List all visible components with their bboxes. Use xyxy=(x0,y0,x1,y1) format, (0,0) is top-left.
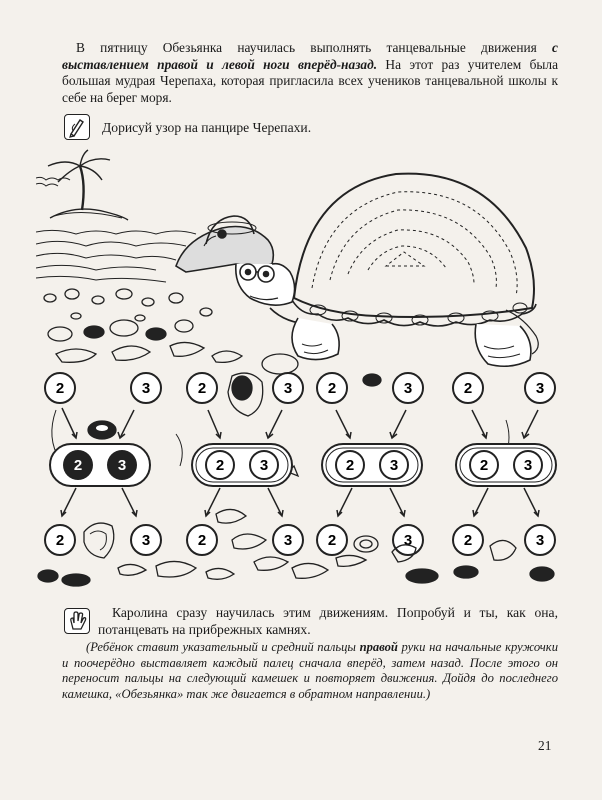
turtle-shell xyxy=(292,174,536,326)
stone-digit: 3 xyxy=(523,457,533,474)
intro-paragraph xyxy=(62,40,558,106)
stone-digit: 2 xyxy=(327,380,337,397)
stone-digit: 3 xyxy=(535,380,545,397)
stone-digit: 2 xyxy=(479,457,489,474)
intro-emphasis: с выставлением правой и левой ноги вперёд-назад. xyxy=(62,40,558,72)
task1-instruction: Дорисуй узор на панцире Черепахи. xyxy=(102,120,312,135)
task2-instruction: Каролина сразу научилась этим движениям. Попробуй и ты, как она, потанцевать на прибрежных камнях. xyxy=(98,605,558,637)
stone-digit: 3 xyxy=(535,532,545,549)
turtle-scene xyxy=(36,148,566,598)
intro-text-1: В пятницу Обезьянка научилась выполнять танцевальные движения xyxy=(76,40,553,55)
pencil-task-icon xyxy=(64,114,90,140)
stone-digit: 3 xyxy=(259,457,269,474)
stone-digit: 3 xyxy=(403,380,413,397)
stone-digit: 3 xyxy=(403,532,413,549)
stone-digit: 2 xyxy=(463,380,473,397)
stone-digit: 3 xyxy=(141,380,151,397)
stone-digit: 2 xyxy=(327,532,337,549)
stone-digit: 3 xyxy=(117,457,127,474)
sea-waves xyxy=(36,230,196,282)
stone-digit: 3 xyxy=(283,380,293,397)
stone-digit: 2 xyxy=(197,532,207,549)
stone-digit: 2 xyxy=(215,457,225,474)
stone-digit: 2 xyxy=(55,532,65,549)
stone-pair xyxy=(45,373,161,403)
stones-bottom-row xyxy=(45,525,555,555)
turtle-legs xyxy=(292,310,538,366)
stone-digit: 2 xyxy=(73,457,83,474)
note-emphasis: правой xyxy=(359,640,398,654)
stone-digit: 2 xyxy=(463,532,473,549)
stone-digit: 2 xyxy=(55,380,65,397)
parent-note xyxy=(62,640,558,702)
stone-digit: 2 xyxy=(197,380,207,397)
note-text-1: (Ребёнок ставит указательный и средний пальцы xyxy=(86,640,360,654)
intro-text-2: На этот раз учителем была большая мудрая Черепаха, которая пригласила всех учеников танцевальной школы к себе на берег моря. xyxy=(62,56,559,105)
stones-top-row xyxy=(45,373,555,403)
turtle-head-with-hat xyxy=(176,216,312,324)
stone-digit: 3 xyxy=(283,532,293,549)
stone-digit: 3 xyxy=(389,457,399,474)
stone-digit: 3 xyxy=(141,532,151,549)
page-number: 21 xyxy=(538,738,552,753)
hand-task-icon xyxy=(64,608,90,634)
palm-island-illustration xyxy=(36,150,128,220)
stone-digit: 2 xyxy=(345,457,355,474)
stone-pair xyxy=(453,373,555,403)
stones-middle-row xyxy=(50,444,556,486)
note-text-2: руки на начальные кружочки и поочерёдно выставляет каждый палец сначала вперёд, затем назад. После этого он переносит пальцы на следующий камешек и повторяет движения. Дойдя до последнего камешка, «Обезьянка» так же двигается в обратном направлении.) xyxy=(62,640,558,701)
